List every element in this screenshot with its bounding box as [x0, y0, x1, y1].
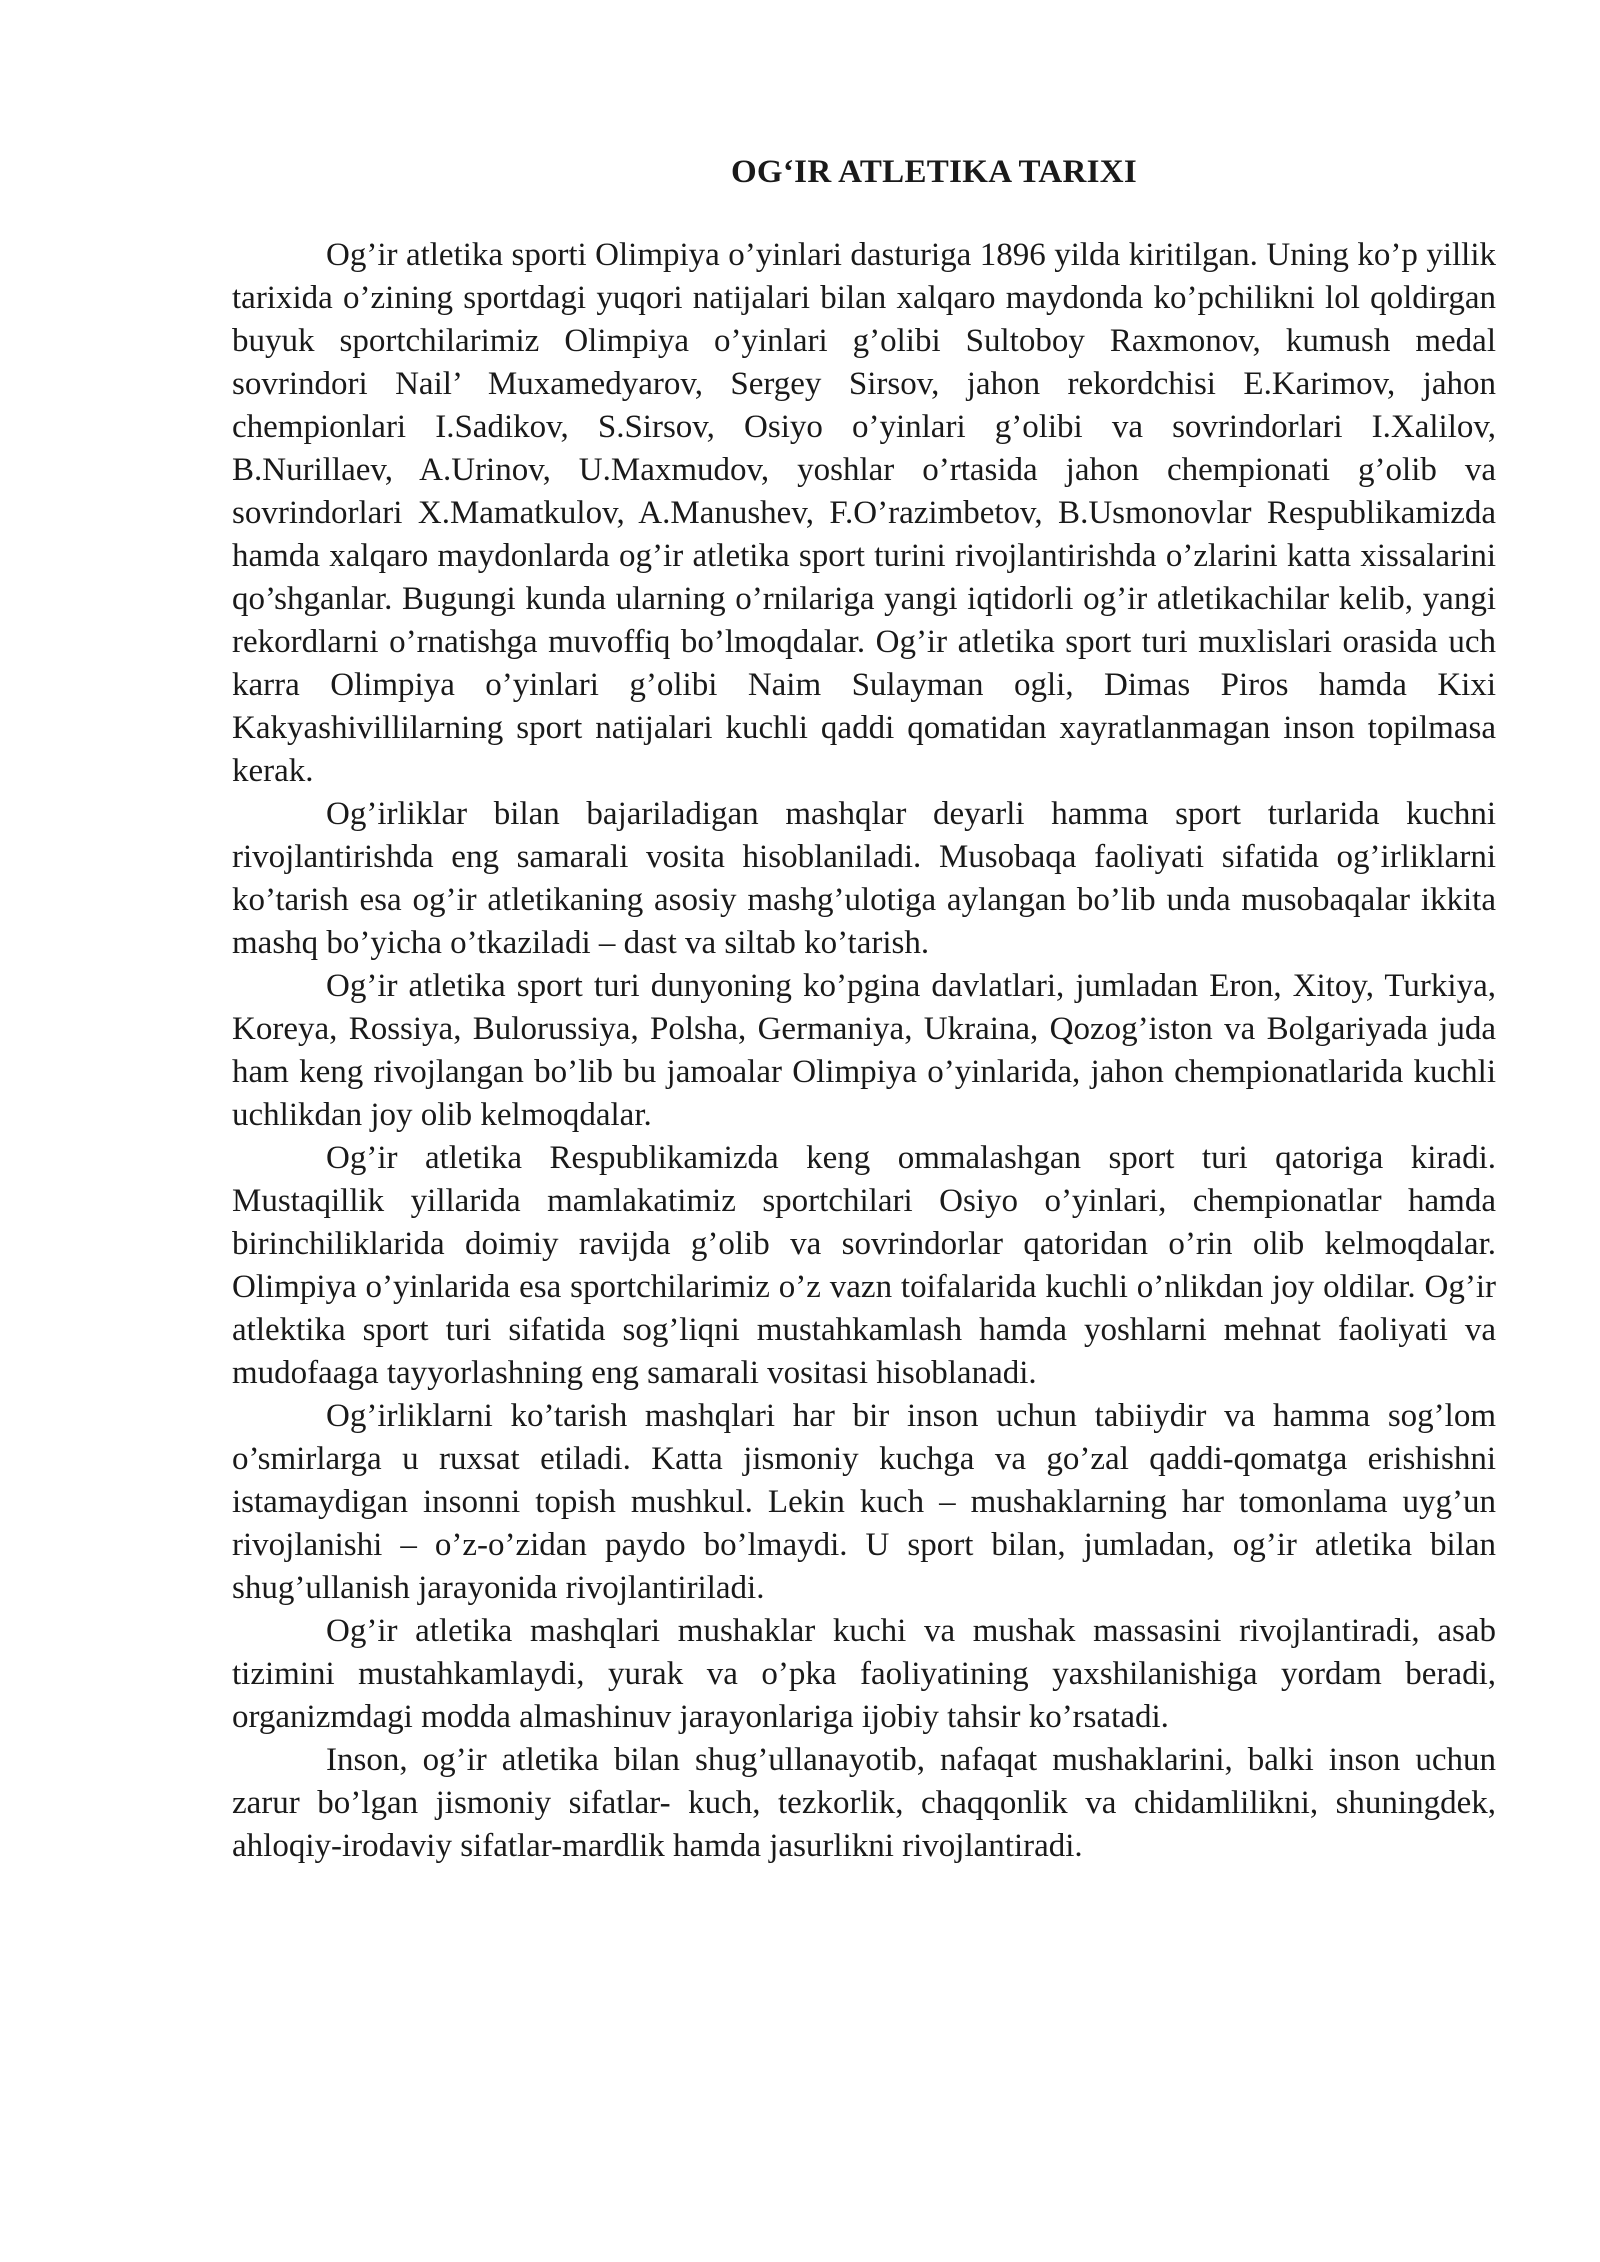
paragraph-countries: Og’ir atletika sport turi dunyoning ko’pgina davlatlari, jumladan Eron, Xitoy, Turkiya, Koreya, Rossiya, Bulorussiya, Polsha, Germaniya, Ukraina, Qozog’iston va Bolgariyada juda ham keng rivojlangan bo’lib bu jamoalar Olimpiya o’yinlarida, jahon chempionatlarida kuchli uchlikdan joy olib kelmoqdalar. [232, 968, 1496, 1133]
paragraph-republic: Og’ir atletika Respublikamizda keng ommalashgan sport turi qatoriga kiradi. Mustaqillik yillarida mamlakatimiz sportchilari Osiyo o’yinlari, chempionatlar hamda birinchiliklarida doimiy ravijda g’olib va sovrindorlar qatoridan o’rin olib kelmoqdalar. Olimpiya o’yinlarida esa sportchilarimiz o’z vazn toifalarida kuchli o’nlikdan joy oldilar. Og’ir atlektika sport turi sifatida sog’liqni mustahkamlash hamda yoshlarni mehnat faoliyati va mudofaaga tayyorlashning eng samarali vositasi hisoblanadi. [232, 1140, 1496, 1391]
paragraph-weights-exercises: Og’irliklar bilan bajariladigan mashqlar deyarli hamma sport turlarida kuchni rivojlantirishda eng samarali vosita hisoblaniladi. Musobaqa faoliyati sifatida og’irliklarni ko’tarish esa og’ir atletikaning asosiy mashg’ulotiga aylangan bo’lib unda musobaqalar ikkita mashq bo’yicha o’tkaziladi – dast va siltab ko’tarish. [232, 796, 1496, 961]
paragraph-physical-qualities: Inson, og’ir atletika bilan shug’ullanayotib, nafaqat mushaklarini, balki inson uchun zarur bo’lgan jismoniy sifatlar- kuch, tezkorlik, chaqqonlik va chidamlilikni, shuningdek, ahloqiy-irodaviy sifatlar-mardlik hamda jasurlikni rivojlantiradi. [232, 1742, 1496, 1864]
document-title: OG‘IR ATLETIKA TARIXI [730, 154, 1138, 190]
document-page [232, 150, 1496, 1868]
paragraph-lifting-exercises: Og’irliklarni ko’tarish mashqlari har bir inson uchun tabiiydir va hamma sog’lom o’smirlarga u ruxsat etiladi. Katta jismoniy kuchga va go’zal qaddi-qomatga erishishni istamaydigan insonni topish mushkul. Lekin kuch – mushaklarning har tomonlama uyg’un rivojlanishi – o’z-o’zidan paydo bo’lmaydi. U sport bilan, jumladan, og’ir atletika bilan shug’ullanish jarayonida rivojlantiriladi. [232, 1398, 1496, 1606]
paragraph-history: Og’ir atletika sporti Olimpiya o’yinlari dasturiga 1896 yilda kiritilgan. Uning ko’p yillik tarixida o’zining sportdagi yuqori natijalari bilan xalqaro maydonda ko’pchilikni lol qoldirgan buyuk sportchilarimiz Olimpiya o’yinlari g’olibi Sultoboy Raxmonov, kumush medal sovrindori Nail’ Muxamedyarov, Sergey Sirsov, jahon rekordchisi E.Karimov, jahon chempionlari I.Sadikov, S.Sirsov, Osiyo o’yinlari g’olibi va sovrindorlari I.Xalilov, B.Nurillaev, A.Urinov, U.Maxmudov, yoshlar o’rtasida jahon chempionati g’olib va sovrindorlari X.Mamatkulov, A.Manushev, F.O’razimbetov, B.Usmonovlar Respublikamizda hamda xalqaro maydonlarda og’ir atletika sport turini rivojlantirishda o’zlarini katta xissalarini qo’shganlar. Bugungi kunda ularning o’rnilariga yangi iqtidorli og’ir atletikachilar kelib, yangi rekordlarni o’rnatishga muvoffiq bo’lmoqdalar. Og’ir atletika sport turi muxlislari orasida uch karra Olimpiya o’yinlari g’olibi Naim Sulayman ogli, Dimas Piros hamda Kixi Kakyashivillilarning sport natijalari kuchli qaddi qomatidan xayratlanmagan inson topilmasa kerak. [232, 237, 1496, 789]
paragraph-muscle-benefits: Og’ir atletika mashqlari mushaklar kuchi va mushak massasini rivojlantiradi, asab tizimini mustahkamlaydi, yurak va o’pka faoliyatining yaxshilanishiga yordam beradi, organizmdagi modda almashinuv jarayonlariga ijobiy tahsir ko’rsatadi. [232, 1613, 1496, 1735]
